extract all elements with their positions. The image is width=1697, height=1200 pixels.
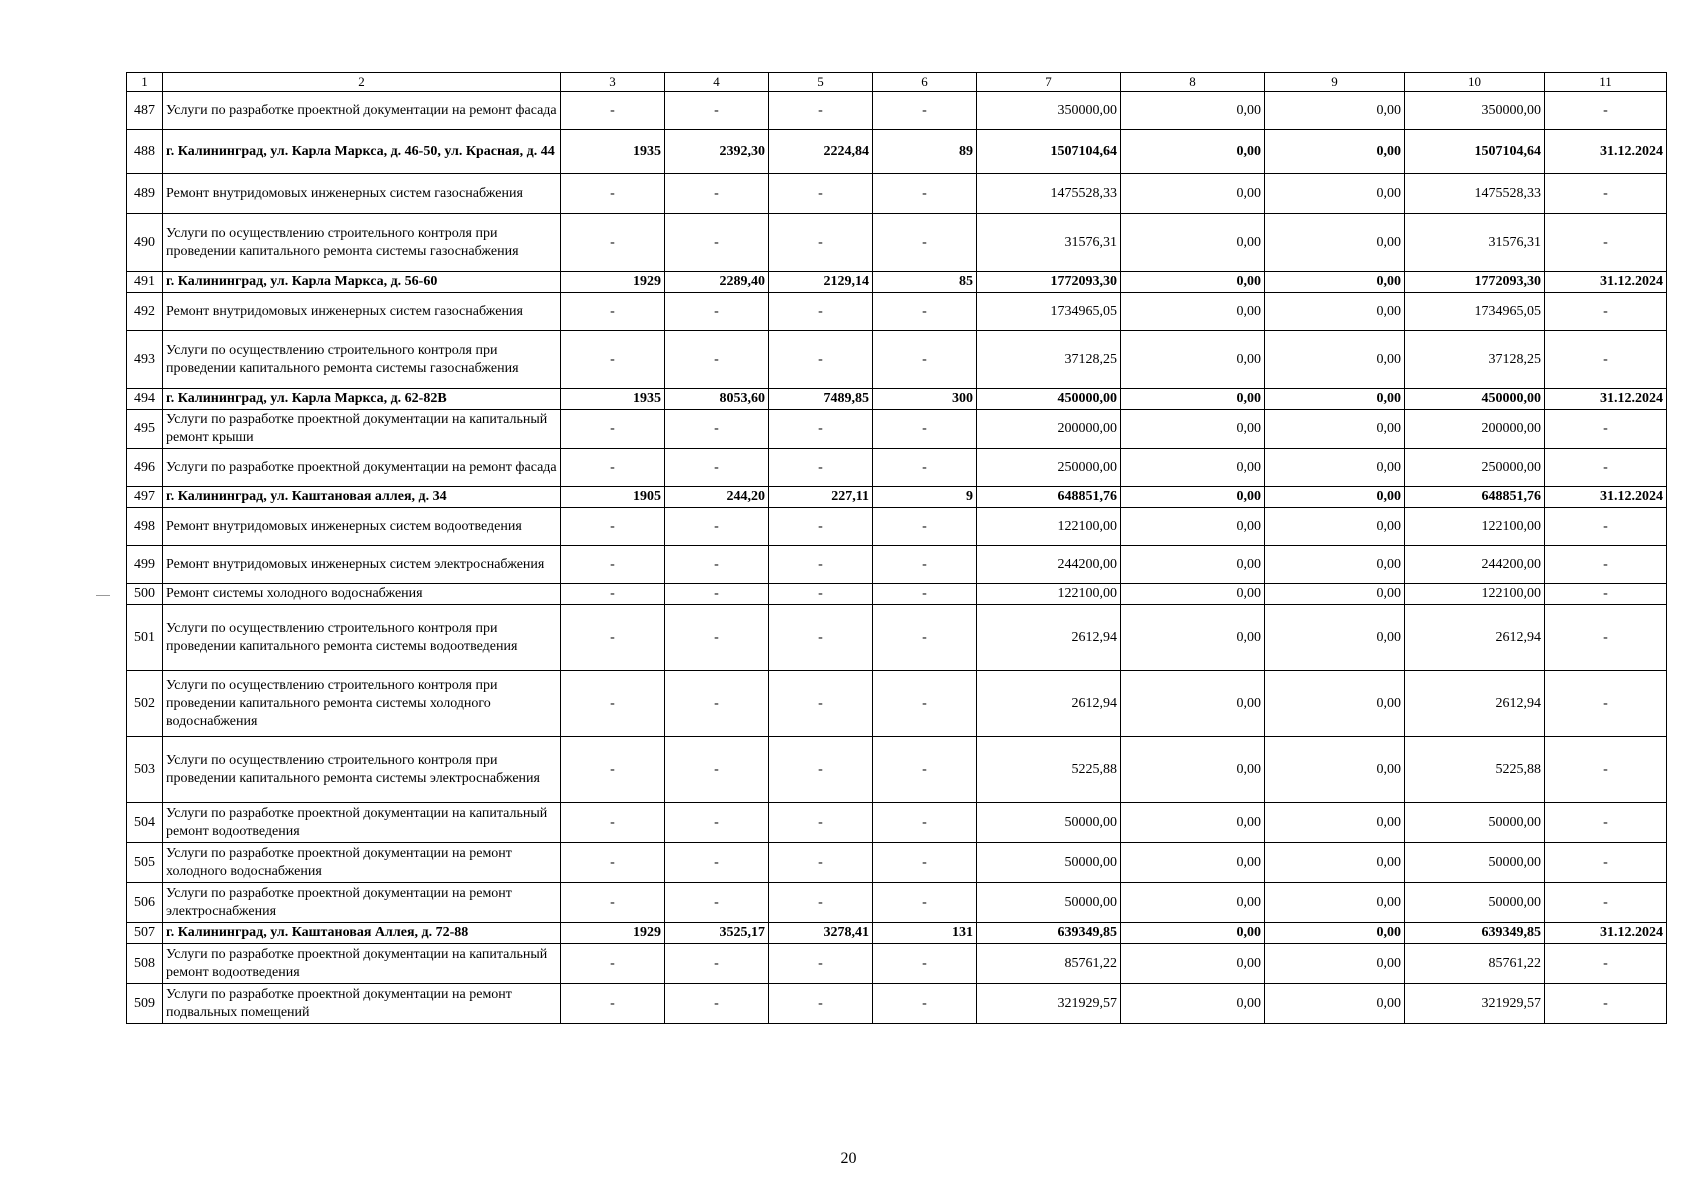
cell-fund-regional: 0,00 <box>1265 984 1405 1024</box>
cell-year: 1929 <box>561 923 665 944</box>
row-number: 509 <box>127 984 163 1024</box>
cell-area-living: 227,11 <box>769 487 873 508</box>
cell-total-cost: 5225,88 <box>977 737 1121 803</box>
cell-fund-federal: 0,00 <box>1121 803 1265 843</box>
cell-area-total: - <box>665 843 769 883</box>
cell-total-cost: 37128,25 <box>977 331 1121 389</box>
cell-completion-date: - <box>1545 174 1667 214</box>
column-number-5: 5 <box>769 73 873 92</box>
table-row <box>127 508 1667 546</box>
cell-total-cost: 244200,00 <box>977 546 1121 584</box>
repair-program-table <box>126 72 1667 1024</box>
cell-fund-owners: 244200,00 <box>1405 546 1545 584</box>
cell-fund-regional: 0,00 <box>1265 174 1405 214</box>
row-number: 492 <box>127 293 163 331</box>
cell-fund-owners: 50000,00 <box>1405 843 1545 883</box>
row-number: 502 <box>127 671 163 737</box>
row-name: г. Калининград, ул. Карла Маркса, д. 46-50, ул. Красная, д. 44 <box>163 130 561 174</box>
cell-area-total: - <box>665 605 769 671</box>
cell-area-living: 2129,14 <box>769 272 873 293</box>
cell-fund-owners: 250000,00 <box>1405 449 1545 487</box>
cell-completion-date: - <box>1545 410 1667 449</box>
column-number-2: 2 <box>163 73 561 92</box>
cell-residents: - <box>873 883 977 923</box>
cell-total-cost: 1507104,64 <box>977 130 1121 174</box>
cell-total-cost: 321929,57 <box>977 984 1121 1024</box>
cell-year: 1935 <box>561 389 665 410</box>
column-number-8: 8 <box>1121 73 1265 92</box>
cell-fund-owners: 122100,00 <box>1405 584 1545 605</box>
cell-area-living: - <box>769 214 873 272</box>
cell-area-living: - <box>769 843 873 883</box>
cell-fund-regional: 0,00 <box>1265 546 1405 584</box>
row-name: Услуги по разработке проектной документации на ремонт фасада <box>163 449 561 487</box>
cell-total-cost: 1475528,33 <box>977 174 1121 214</box>
cell-total-cost: 50000,00 <box>977 843 1121 883</box>
cell-fund-regional: 0,00 <box>1265 923 1405 944</box>
cell-fund-regional: 0,00 <box>1265 214 1405 272</box>
row-name: Ремонт системы холодного водоснабжения <box>163 584 561 605</box>
cell-fund-regional: 0,00 <box>1265 605 1405 671</box>
cell-residents: - <box>873 331 977 389</box>
table-row <box>127 174 1667 214</box>
cell-area-total: - <box>665 546 769 584</box>
column-number-row <box>127 73 1667 92</box>
cell-area-total: 2392,30 <box>665 130 769 174</box>
table-row <box>127 546 1667 584</box>
cell-year: - <box>561 671 665 737</box>
cell-fund-regional: 0,00 <box>1265 92 1405 130</box>
cell-fund-federal: 0,00 <box>1121 214 1265 272</box>
cell-year: - <box>561 584 665 605</box>
row-name: г. Калининград, ул. Каштановая Аллея, д. 72-88 <box>163 923 561 944</box>
row-number: 508 <box>127 944 163 984</box>
cell-residents: - <box>873 92 977 130</box>
cell-fund-owners: 1772093,30 <box>1405 272 1545 293</box>
cell-fund-owners: 1475528,33 <box>1405 174 1545 214</box>
cell-area-total: - <box>665 984 769 1024</box>
cell-fund-owners: 639349,85 <box>1405 923 1545 944</box>
cell-area-living: 2224,84 <box>769 130 873 174</box>
cell-total-cost: 1734965,05 <box>977 293 1121 331</box>
cell-fund-owners: 50000,00 <box>1405 803 1545 843</box>
cell-area-total: - <box>665 584 769 605</box>
row-name: Услуги по разработке проектной документации на капитальный ремонт крыши <box>163 410 561 449</box>
cell-fund-federal: 0,00 <box>1121 508 1265 546</box>
cell-year: - <box>561 843 665 883</box>
table-row <box>127 584 1667 605</box>
row-number: 505 <box>127 843 163 883</box>
cell-year: - <box>561 605 665 671</box>
cell-fund-owners: 50000,00 <box>1405 883 1545 923</box>
row-name: Ремонт внутридомовых инженерных систем водоотведения <box>163 508 561 546</box>
row-number: 500 <box>127 584 163 605</box>
cell-completion-date: - <box>1545 546 1667 584</box>
row-number: 488 <box>127 130 163 174</box>
column-number-3: 3 <box>561 73 665 92</box>
row-name: Услуги по осуществлению строительного контроля при проведении капитального ремонта системы холодного водоснабжения <box>163 671 561 737</box>
cell-residents: - <box>873 546 977 584</box>
cell-residents: - <box>873 737 977 803</box>
cell-fund-owners: 350000,00 <box>1405 92 1545 130</box>
column-number-11: 11 <box>1545 73 1667 92</box>
cell-fund-regional: 0,00 <box>1265 737 1405 803</box>
row-number: 497 <box>127 487 163 508</box>
cell-total-cost: 31576,31 <box>977 214 1121 272</box>
cell-year: - <box>561 449 665 487</box>
cell-area-total: 2289,40 <box>665 272 769 293</box>
cell-area-total: - <box>665 944 769 984</box>
cell-area-total: - <box>665 803 769 843</box>
cell-fund-owners: 2612,94 <box>1405 605 1545 671</box>
cell-area-living: - <box>769 803 873 843</box>
cell-area-living: - <box>769 546 873 584</box>
page-number: 20 <box>840 1150 857 1167</box>
cell-fund-regional: 0,00 <box>1265 331 1405 389</box>
cell-year: - <box>561 883 665 923</box>
cell-fund-regional: 0,00 <box>1265 293 1405 331</box>
cell-fund-federal: 0,00 <box>1121 843 1265 883</box>
row-name: Услуги по разработке проектной документации на ремонт электроснабжения <box>163 883 561 923</box>
cell-year: 1905 <box>561 487 665 508</box>
row-name: Услуги по разработке проектной документации на ремонт холодного водоснабжения <box>163 843 561 883</box>
cell-total-cost: 122100,00 <box>977 508 1121 546</box>
row-name: Услуги по осуществлению строительного контроля при проведении капитального ремонта системы газоснабжения <box>163 214 561 272</box>
row-number: 491 <box>127 272 163 293</box>
row-name: Услуги по разработке проектной документации на ремонт подвальных помещений <box>163 984 561 1024</box>
cell-area-living: - <box>769 737 873 803</box>
cell-year: - <box>561 546 665 584</box>
cell-fund-regional: 0,00 <box>1265 389 1405 410</box>
table-row <box>127 449 1667 487</box>
cell-area-total: - <box>665 214 769 272</box>
cell-completion-date: - <box>1545 843 1667 883</box>
cell-fund-owners: 450000,00 <box>1405 389 1545 410</box>
column-number-1: 1 <box>127 73 163 92</box>
cell-fund-federal: 0,00 <box>1121 130 1265 174</box>
cell-total-cost: 1772093,30 <box>977 272 1121 293</box>
cell-total-cost: 648851,76 <box>977 487 1121 508</box>
cell-area-total: - <box>665 92 769 130</box>
cell-residents: 9 <box>873 487 977 508</box>
column-number-6: 6 <box>873 73 977 92</box>
margin-mark <box>96 595 110 596</box>
cell-fund-federal: 0,00 <box>1121 944 1265 984</box>
address-row <box>127 272 1667 293</box>
row-number: 494 <box>127 389 163 410</box>
table-body <box>127 73 1667 1024</box>
address-row <box>127 130 1667 174</box>
cell-area-living: - <box>769 984 873 1024</box>
row-number: 490 <box>127 214 163 272</box>
cell-year: - <box>561 410 665 449</box>
cell-fund-owners: 1734965,05 <box>1405 293 1545 331</box>
cell-area-living: - <box>769 92 873 130</box>
row-number: 495 <box>127 410 163 449</box>
cell-residents: - <box>873 508 977 546</box>
cell-fund-regional: 0,00 <box>1265 883 1405 923</box>
cell-fund-regional: 0,00 <box>1265 944 1405 984</box>
address-row <box>127 923 1667 944</box>
cell-fund-federal: 0,00 <box>1121 737 1265 803</box>
cell-fund-regional: 0,00 <box>1265 410 1405 449</box>
table-row <box>127 944 1667 984</box>
cell-year: - <box>561 174 665 214</box>
cell-fund-federal: 0,00 <box>1121 605 1265 671</box>
cell-area-living: - <box>769 584 873 605</box>
table-row <box>127 803 1667 843</box>
cell-total-cost: 2612,94 <box>977 671 1121 737</box>
cell-year: - <box>561 293 665 331</box>
row-name: Услуги по разработке проектной документации на ремонт фасада <box>163 92 561 130</box>
cell-area-total: - <box>665 737 769 803</box>
cell-residents: - <box>873 410 977 449</box>
cell-residents: 131 <box>873 923 977 944</box>
cell-residents: - <box>873 984 977 1024</box>
table-row <box>127 214 1667 272</box>
cell-year: - <box>561 331 665 389</box>
cell-fund-regional: 0,00 <box>1265 803 1405 843</box>
cell-year: - <box>561 984 665 1024</box>
cell-fund-regional: 0,00 <box>1265 272 1405 293</box>
cell-fund-regional: 0,00 <box>1265 487 1405 508</box>
cell-fund-owners: 321929,57 <box>1405 984 1545 1024</box>
cell-year: - <box>561 92 665 130</box>
cell-fund-owners: 85761,22 <box>1405 944 1545 984</box>
cell-residents: - <box>873 843 977 883</box>
cell-total-cost: 2612,94 <box>977 605 1121 671</box>
row-name: Ремонт внутридомовых инженерных систем электроснабжения <box>163 546 561 584</box>
cell-fund-federal: 0,00 <box>1121 92 1265 130</box>
cell-fund-federal: 0,00 <box>1121 546 1265 584</box>
cell-area-living: - <box>769 293 873 331</box>
row-number: 499 <box>127 546 163 584</box>
row-number: 493 <box>127 331 163 389</box>
cell-area-living: - <box>769 331 873 389</box>
cell-fund-regional: 0,00 <box>1265 508 1405 546</box>
row-name: Услуги по разработке проектной документации на капитальный ремонт водоотведения <box>163 803 561 843</box>
cell-completion-date: - <box>1545 293 1667 331</box>
cell-fund-owners: 37128,25 <box>1405 331 1545 389</box>
cell-fund-owners: 122100,00 <box>1405 508 1545 546</box>
cell-area-living: 7489,85 <box>769 389 873 410</box>
cell-completion-date: 31.12.2024 <box>1545 487 1667 508</box>
cell-fund-owners: 1507104,64 <box>1405 130 1545 174</box>
cell-area-total: - <box>665 508 769 546</box>
cell-completion-date: - <box>1545 944 1667 984</box>
cell-area-living: 3278,41 <box>769 923 873 944</box>
cell-completion-date: - <box>1545 671 1667 737</box>
cell-fund-federal: 0,00 <box>1121 671 1265 737</box>
cell-area-total: 3525,17 <box>665 923 769 944</box>
cell-completion-date: 31.12.2024 <box>1545 130 1667 174</box>
cell-area-total: 244,20 <box>665 487 769 508</box>
cell-completion-date: - <box>1545 508 1667 546</box>
row-number: 506 <box>127 883 163 923</box>
cell-fund-federal: 0,00 <box>1121 923 1265 944</box>
cell-year: - <box>561 944 665 984</box>
cell-completion-date: 31.12.2024 <box>1545 923 1667 944</box>
column-number-10: 10 <box>1405 73 1545 92</box>
cell-fund-federal: 0,00 <box>1121 449 1265 487</box>
cell-fund-federal: 0,00 <box>1121 984 1265 1024</box>
row-number: 507 <box>127 923 163 944</box>
address-row <box>127 487 1667 508</box>
cell-area-living: - <box>769 605 873 671</box>
row-name: г. Калининград, ул. Карла Маркса, д. 62-82В <box>163 389 561 410</box>
table-row <box>127 293 1667 331</box>
cell-fund-federal: 0,00 <box>1121 487 1265 508</box>
cell-area-total: - <box>665 883 769 923</box>
cell-completion-date: - <box>1545 92 1667 130</box>
cell-total-cost: 639349,85 <box>977 923 1121 944</box>
cell-fund-owners: 5225,88 <box>1405 737 1545 803</box>
cell-total-cost: 350000,00 <box>977 92 1121 130</box>
cell-year: - <box>561 737 665 803</box>
cell-area-total: - <box>665 449 769 487</box>
cell-fund-federal: 0,00 <box>1121 331 1265 389</box>
row-number: 487 <box>127 92 163 130</box>
cell-fund-regional: 0,00 <box>1265 584 1405 605</box>
cell-area-total: - <box>665 293 769 331</box>
cell-residents: - <box>873 449 977 487</box>
column-number-4: 4 <box>665 73 769 92</box>
row-name: Ремонт внутридомовых инженерных систем газоснабжения <box>163 293 561 331</box>
cell-total-cost: 450000,00 <box>977 389 1121 410</box>
cell-area-living: - <box>769 883 873 923</box>
cell-completion-date: - <box>1545 331 1667 389</box>
cell-residents: - <box>873 293 977 331</box>
cell-residents: - <box>873 174 977 214</box>
row-name: Услуги по разработке проектной документации на капитальный ремонт водоотведения <box>163 944 561 984</box>
cell-fund-federal: 0,00 <box>1121 883 1265 923</box>
table-row <box>127 92 1667 130</box>
cell-fund-federal: 0,00 <box>1121 272 1265 293</box>
cell-fund-federal: 0,00 <box>1121 410 1265 449</box>
cell-total-cost: 50000,00 <box>977 803 1121 843</box>
cell-year: - <box>561 508 665 546</box>
cell-area-living: - <box>769 174 873 214</box>
cell-residents: - <box>873 214 977 272</box>
cell-area-total: - <box>665 174 769 214</box>
cell-residents: - <box>873 944 977 984</box>
cell-residents: - <box>873 584 977 605</box>
cell-completion-date: - <box>1545 605 1667 671</box>
row-number: 496 <box>127 449 163 487</box>
cell-residents: 85 <box>873 272 977 293</box>
cell-residents: 300 <box>873 389 977 410</box>
cell-fund-federal: 0,00 <box>1121 389 1265 410</box>
cell-fund-regional: 0,00 <box>1265 843 1405 883</box>
table-row <box>127 737 1667 803</box>
cell-residents: - <box>873 671 977 737</box>
row-name: г. Калининград, ул. Карла Маркса, д. 56-60 <box>163 272 561 293</box>
cell-completion-date: - <box>1545 984 1667 1024</box>
cell-fund-owners: 31576,31 <box>1405 214 1545 272</box>
table-row <box>127 984 1667 1024</box>
cell-year: - <box>561 803 665 843</box>
cell-area-total: 8053,60 <box>665 389 769 410</box>
cell-residents: - <box>873 605 977 671</box>
cell-total-cost: 50000,00 <box>977 883 1121 923</box>
cell-area-living: - <box>769 449 873 487</box>
cell-completion-date: - <box>1545 449 1667 487</box>
cell-fund-owners: 648851,76 <box>1405 487 1545 508</box>
cell-total-cost: 200000,00 <box>977 410 1121 449</box>
cell-area-living: - <box>769 410 873 449</box>
cell-completion-date: 31.12.2024 <box>1545 272 1667 293</box>
cell-area-living: - <box>769 508 873 546</box>
cell-completion-date: - <box>1545 737 1667 803</box>
table-row <box>127 843 1667 883</box>
row-number: 489 <box>127 174 163 214</box>
row-number: 504 <box>127 803 163 843</box>
cell-area-total: - <box>665 671 769 737</box>
cell-completion-date: - <box>1545 584 1667 605</box>
cell-fund-owners: 2612,94 <box>1405 671 1545 737</box>
table-row <box>127 883 1667 923</box>
table-row <box>127 331 1667 389</box>
cell-area-living: - <box>769 944 873 984</box>
column-number-9: 9 <box>1265 73 1405 92</box>
row-number: 498 <box>127 508 163 546</box>
cell-completion-date: 31.12.2024 <box>1545 389 1667 410</box>
cell-completion-date: - <box>1545 883 1667 923</box>
row-name: г. Калининград, ул. Каштановая аллея, д. 34 <box>163 487 561 508</box>
cell-fund-regional: 0,00 <box>1265 130 1405 174</box>
row-number: 501 <box>127 605 163 671</box>
cell-year: - <box>561 214 665 272</box>
table-row <box>127 605 1667 671</box>
cell-total-cost: 250000,00 <box>977 449 1121 487</box>
cell-year: 1935 <box>561 130 665 174</box>
cell-residents: - <box>873 803 977 843</box>
cell-area-total: - <box>665 410 769 449</box>
cell-total-cost: 122100,00 <box>977 584 1121 605</box>
cell-total-cost: 85761,22 <box>977 944 1121 984</box>
cell-fund-owners: 200000,00 <box>1405 410 1545 449</box>
cell-fund-regional: 0,00 <box>1265 671 1405 737</box>
row-name: Услуги по осуществлению строительного контроля при проведении капитального ремонта системы электроснабжения <box>163 737 561 803</box>
cell-fund-federal: 0,00 <box>1121 293 1265 331</box>
table-row <box>127 671 1667 737</box>
cell-fund-federal: 0,00 <box>1121 584 1265 605</box>
row-name: Услуги по осуществлению строительного контроля при проведении капитального ремонта системы газоснабжения <box>163 331 561 389</box>
cell-residents: 89 <box>873 130 977 174</box>
cell-completion-date: - <box>1545 214 1667 272</box>
row-name: Услуги по осуществлению строительного контроля при проведении капитального ремонта системы водоотведения <box>163 605 561 671</box>
address-row <box>127 389 1667 410</box>
cell-year: 1929 <box>561 272 665 293</box>
cell-fund-federal: 0,00 <box>1121 174 1265 214</box>
cell-completion-date: - <box>1545 803 1667 843</box>
cell-fund-regional: 0,00 <box>1265 449 1405 487</box>
cell-area-living: - <box>769 671 873 737</box>
table-row <box>127 410 1667 449</box>
column-number-7: 7 <box>977 73 1121 92</box>
row-name: Ремонт внутридомовых инженерных систем газоснабжения <box>163 174 561 214</box>
row-number: 503 <box>127 737 163 803</box>
cell-area-total: - <box>665 331 769 389</box>
